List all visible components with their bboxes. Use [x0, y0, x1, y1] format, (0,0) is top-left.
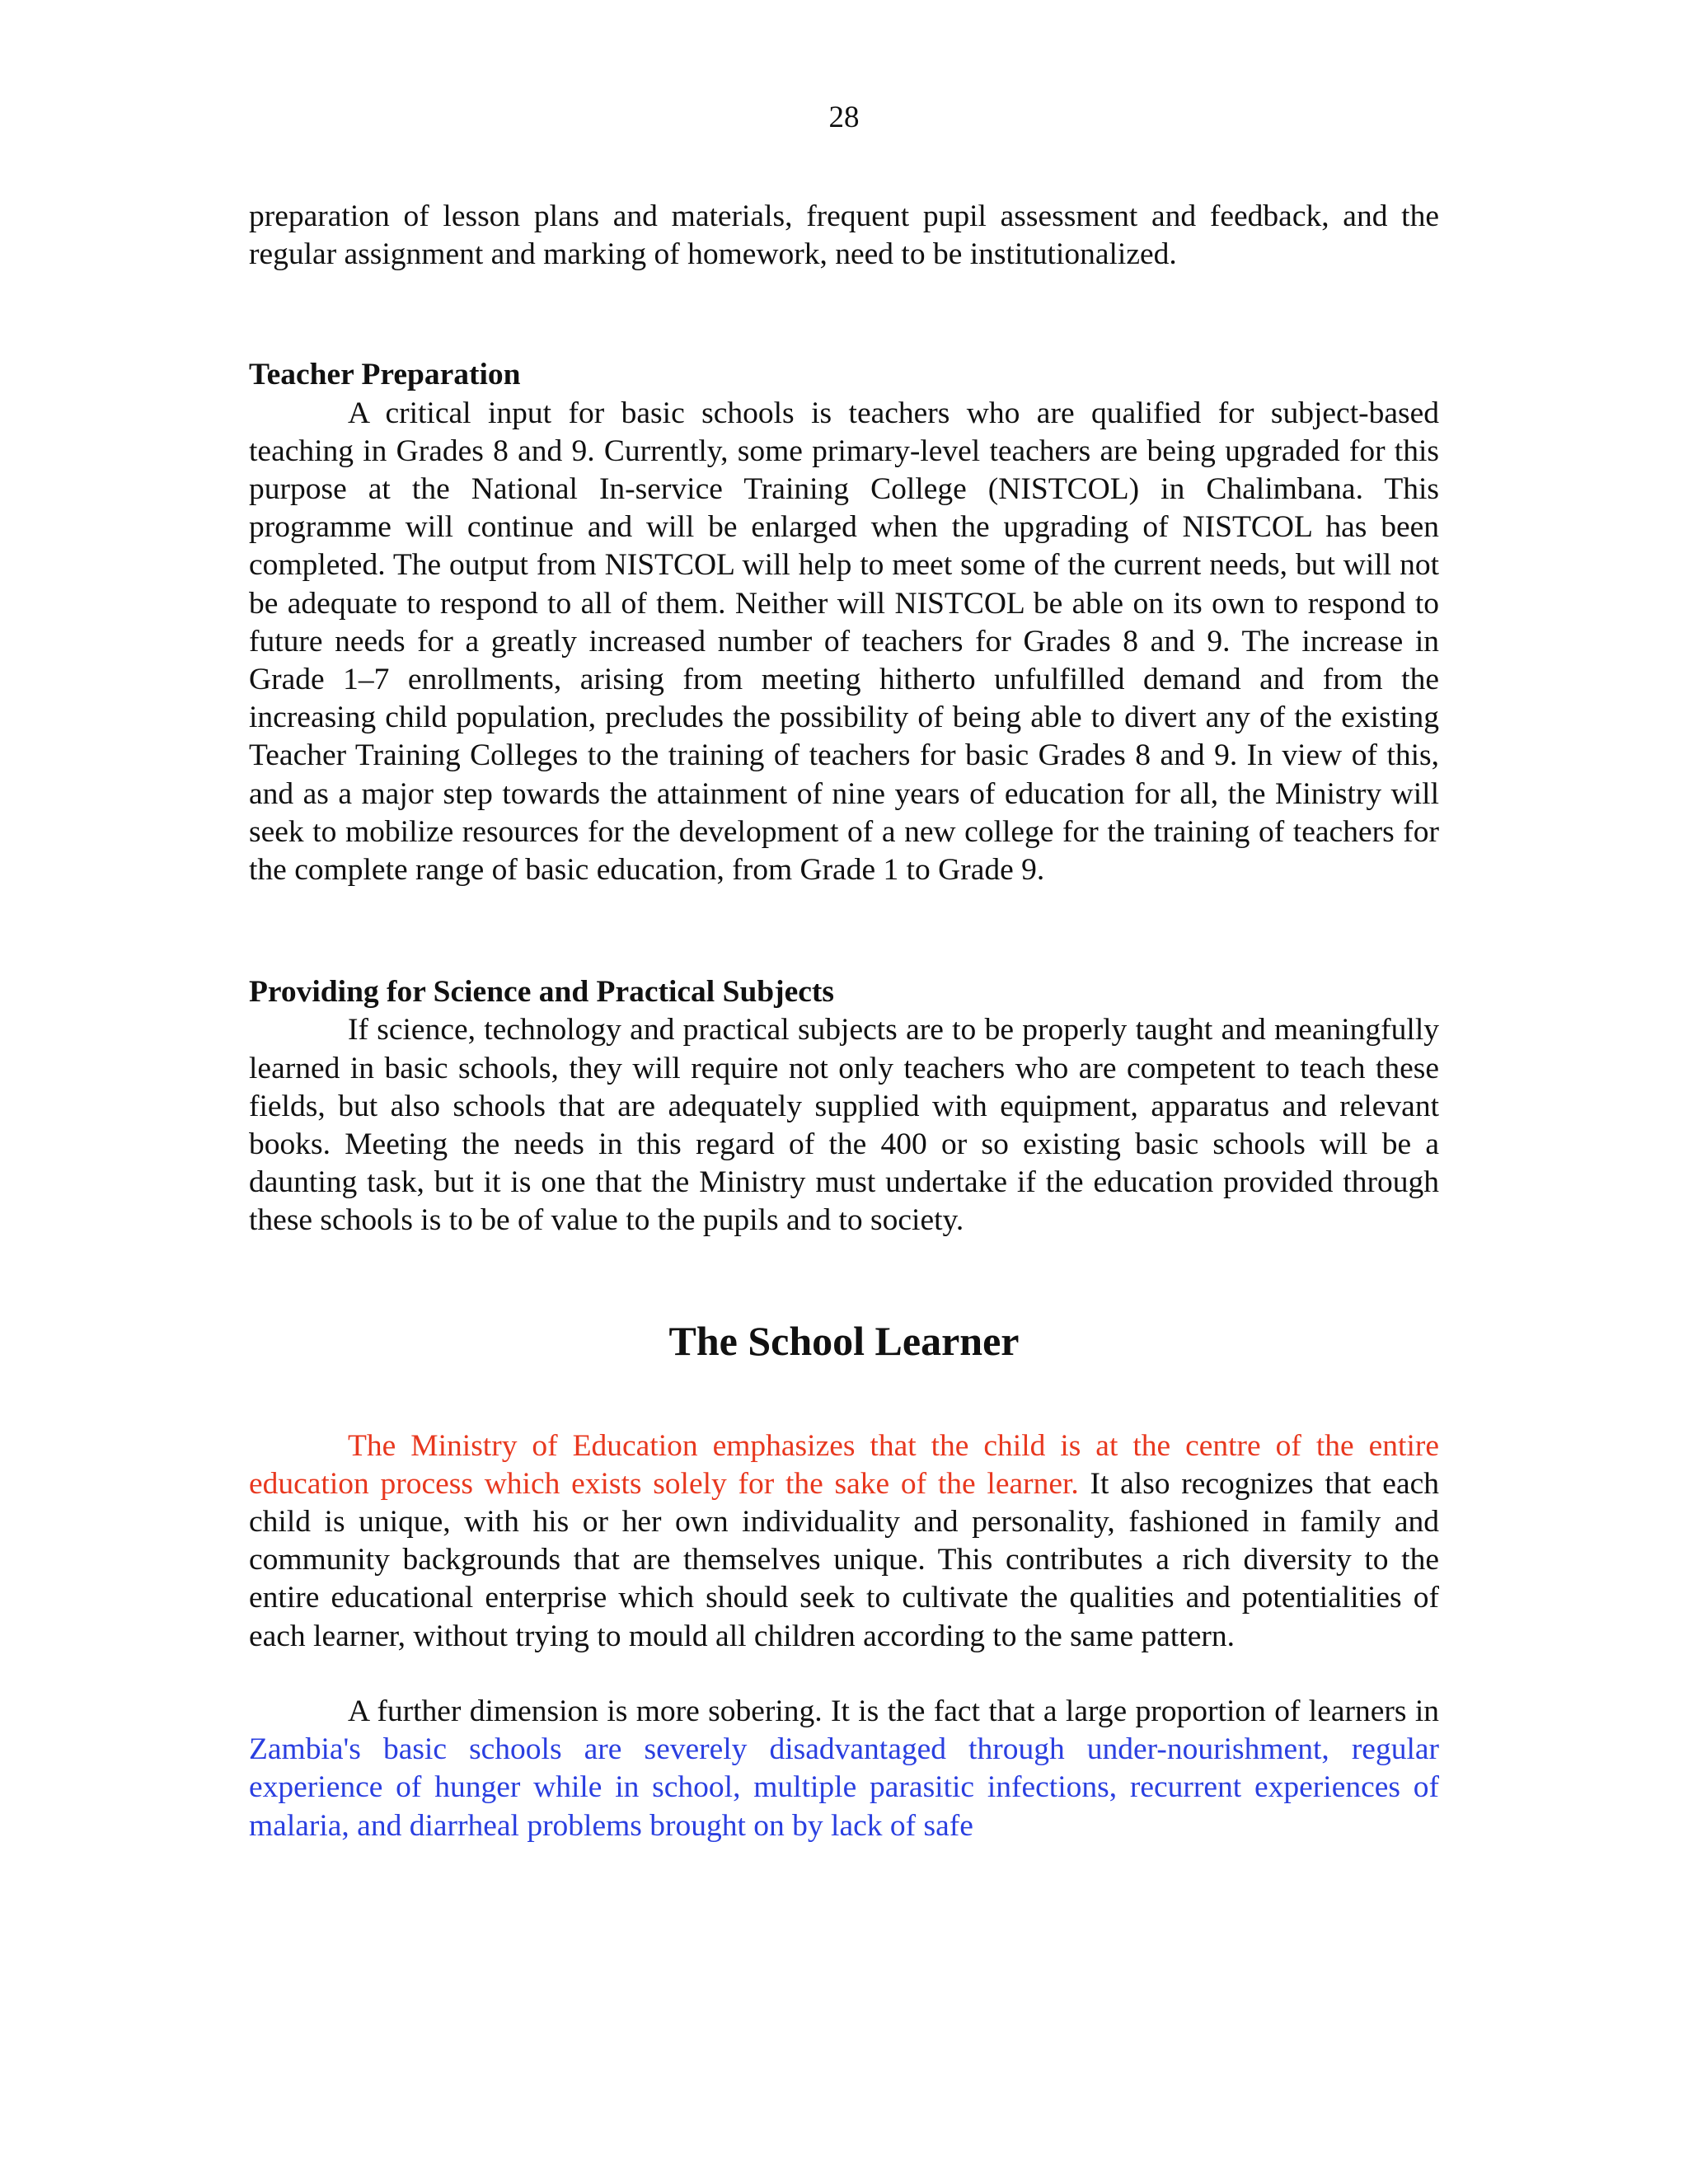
- page-number: 28: [828, 101, 860, 134]
- paragraph-text: It also recognizes that each child is unique, with his or her own individuality and personality, fashioned in family and community backgrounds that are themselves unique. This contributes a rich diversity to the entire educational enterprise which should seek to cultivate the qualities and potentialities of each learner, without trying to mould all children according to the same pattern.: [249, 1466, 1439, 1653]
- section-heading-science-practical: Providing for Science and Practical Subjects: [249, 975, 835, 1010]
- page-content: [249, 198, 1439, 1845]
- blue-highlighted-text: Zambia's basic schools are severely disadvantaged through under-nourishment, regular experience of hunger while in school, multiple parasitic infections, recurrent experiences of malaria, and diarrheal problems brought on by lack of safe: [249, 1732, 1439, 1843]
- paragraph-text: A further dimension is more sobering. It is the fact that a large proportion of learners in: [348, 1694, 1439, 1728]
- school-learner-paragraph-1: [249, 1427, 1439, 1656]
- teacher-preparation-paragraph: A critical input for basic schools is teachers who are qualified for subject-based teaching in Grades 8 and 9. Currently, some primary-level teachers are being upgraded for this purpose at the National In-service Training College (NISTCOL) in Chalimbana. This programme will continue and will be enlarged when the upgrading of NISTCOL has been completed. The output from NISTCOL will help to meet some of the current needs, but will not be adequate to respond to all of them. Neither will NISTCOL be able on its own to respond to future needs for a greatly increased number of teachers for Grades 8 and 9. The increase in Grade 1–7 enrollments, arising from meeting hitherto unfulfilled demand and from the increasing child population, precludes the possibility of being able to divert any of the existing Teacher Training Colleges to the training of teachers for basic Grades 8 and 9. In view of this, and as a major step towards the attainment of nine years of education for all, the Ministry will seek to mobilize resources for the development of a new college for the training of teachers for the complete range of basic education, from Grade 1 to Grade 9.: [249, 396, 1439, 888]
- school-learner-paragraph-2: [249, 1693, 1439, 1845]
- section-heading-teacher-preparation: Teacher Preparation: [249, 358, 521, 392]
- intro-paragraph: preparation of lesson plans and materials, frequent pupil assessment and feedback, and the regular assignment and marking of homework, need to be institutionalized.: [249, 199, 1439, 272]
- red-highlighted-text: The Ministry of Education emphasizes that the child is at the centre of the entire education process which exists solely for the sake of the learner.: [249, 1428, 1439, 1501]
- teacher-preparation-section: [249, 356, 1439, 889]
- science-practical-paragraph: If science, technology and practical subjects are to be properly taught and meaningfully learned in basic schools, they will require not only teachers who are competent to teach these fields, but also schools that are adequately supplied with equipment, apparatus and relevant books. Meeting the needs in this regard of the 400 or so existing basic schools will be a daunting task, but it is one that the Ministry must undertake if the education provided through these schools is to be of value to the pupils and to society.: [249, 1013, 1439, 1238]
- science-practical-section: [249, 973, 1439, 1240]
- chapter-title: The School Learner: [668, 1317, 1020, 1364]
- school-learner-section: [249, 1316, 1439, 1845]
